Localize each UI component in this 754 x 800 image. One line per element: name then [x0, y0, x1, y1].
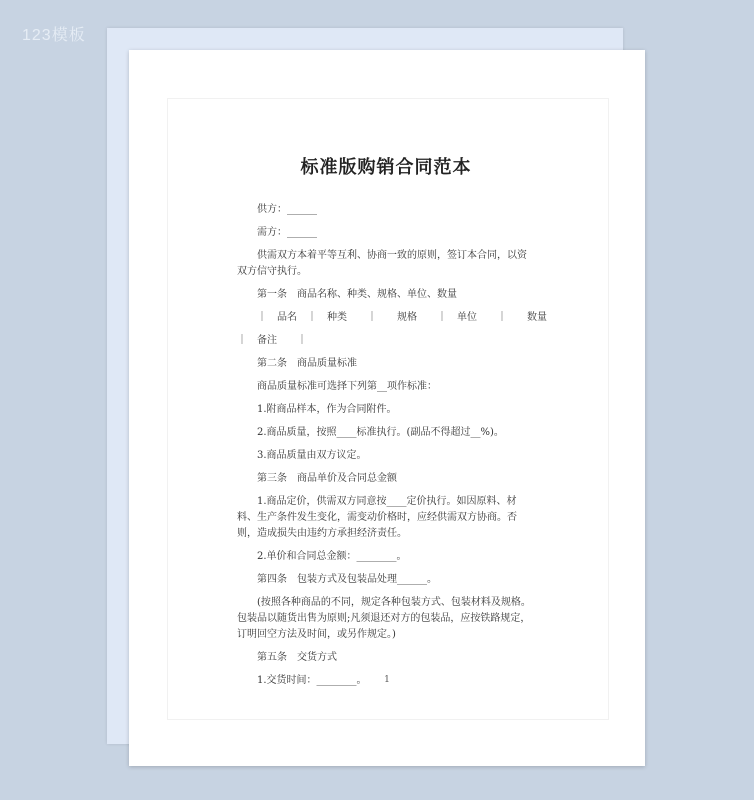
- article-5-heading: 第五条 交货方式: [257, 652, 337, 663]
- watermark-logo: 123模板: [22, 27, 86, 44]
- buyer-line: 需方：______: [257, 227, 317, 238]
- price-item-1: 1.商品定价，供需双方同意按____定价执行。如因原料、材料、生产条件发生变化，需变动价格时，应经供需双方协商。否则，造成损失由违约方承担经济责任。: [237, 496, 517, 539]
- document-title: 标准版购销合同范本: [300, 157, 472, 178]
- packaging-note: (按照各种商品的不同，规定各种包装方式、包装材料及规格。包装品以随货出售为原则;凡须退还对方的包装品，应按铁路规定，订明回空方法及时间，或另作规定。): [237, 597, 531, 640]
- supplier-line: 供方：______: [257, 204, 317, 215]
- quality-item-1: 1.附商品样本，作为合同附件。: [257, 404, 397, 415]
- price-item-2: 2.单价和合同总金额：________。: [257, 551, 407, 562]
- delivery-item-1: 1.交货时间：________。: [257, 675, 367, 686]
- page-number: 1: [384, 675, 390, 685]
- goods-table-header-line-1: ｜ 品名 ｜ 种类 ｜ 规格 ｜ 单位 ｜ 数量: [257, 312, 547, 323]
- article-4-heading: 第四条 包装方式及包装品处理______。: [257, 574, 437, 585]
- article-1-heading: 第一条 商品名称、种类、规格、单位、数量: [257, 289, 457, 300]
- article-2-heading: 第二条 商品质量标准: [257, 358, 357, 369]
- goods-table-header-line-2: ｜ 备注 ｜: [237, 335, 307, 346]
- quality-item-3: 3.商品质量由双方议定。: [257, 450, 367, 461]
- quality-standard-text: 商品质量标准可选择下列第__项作标准：: [257, 381, 437, 392]
- document-content: [237, 150, 547, 696]
- intro-paragraph: 供需双方本着平等互利、协商一致的原则，签订本合同，以资双方信守执行。: [237, 250, 527, 277]
- quality-item-2: 2.商品质量，按照____标准执行。(副品不得超过__%)。: [257, 427, 504, 438]
- article-3-heading: 第三条 商品单价及合同总金额: [257, 473, 397, 484]
